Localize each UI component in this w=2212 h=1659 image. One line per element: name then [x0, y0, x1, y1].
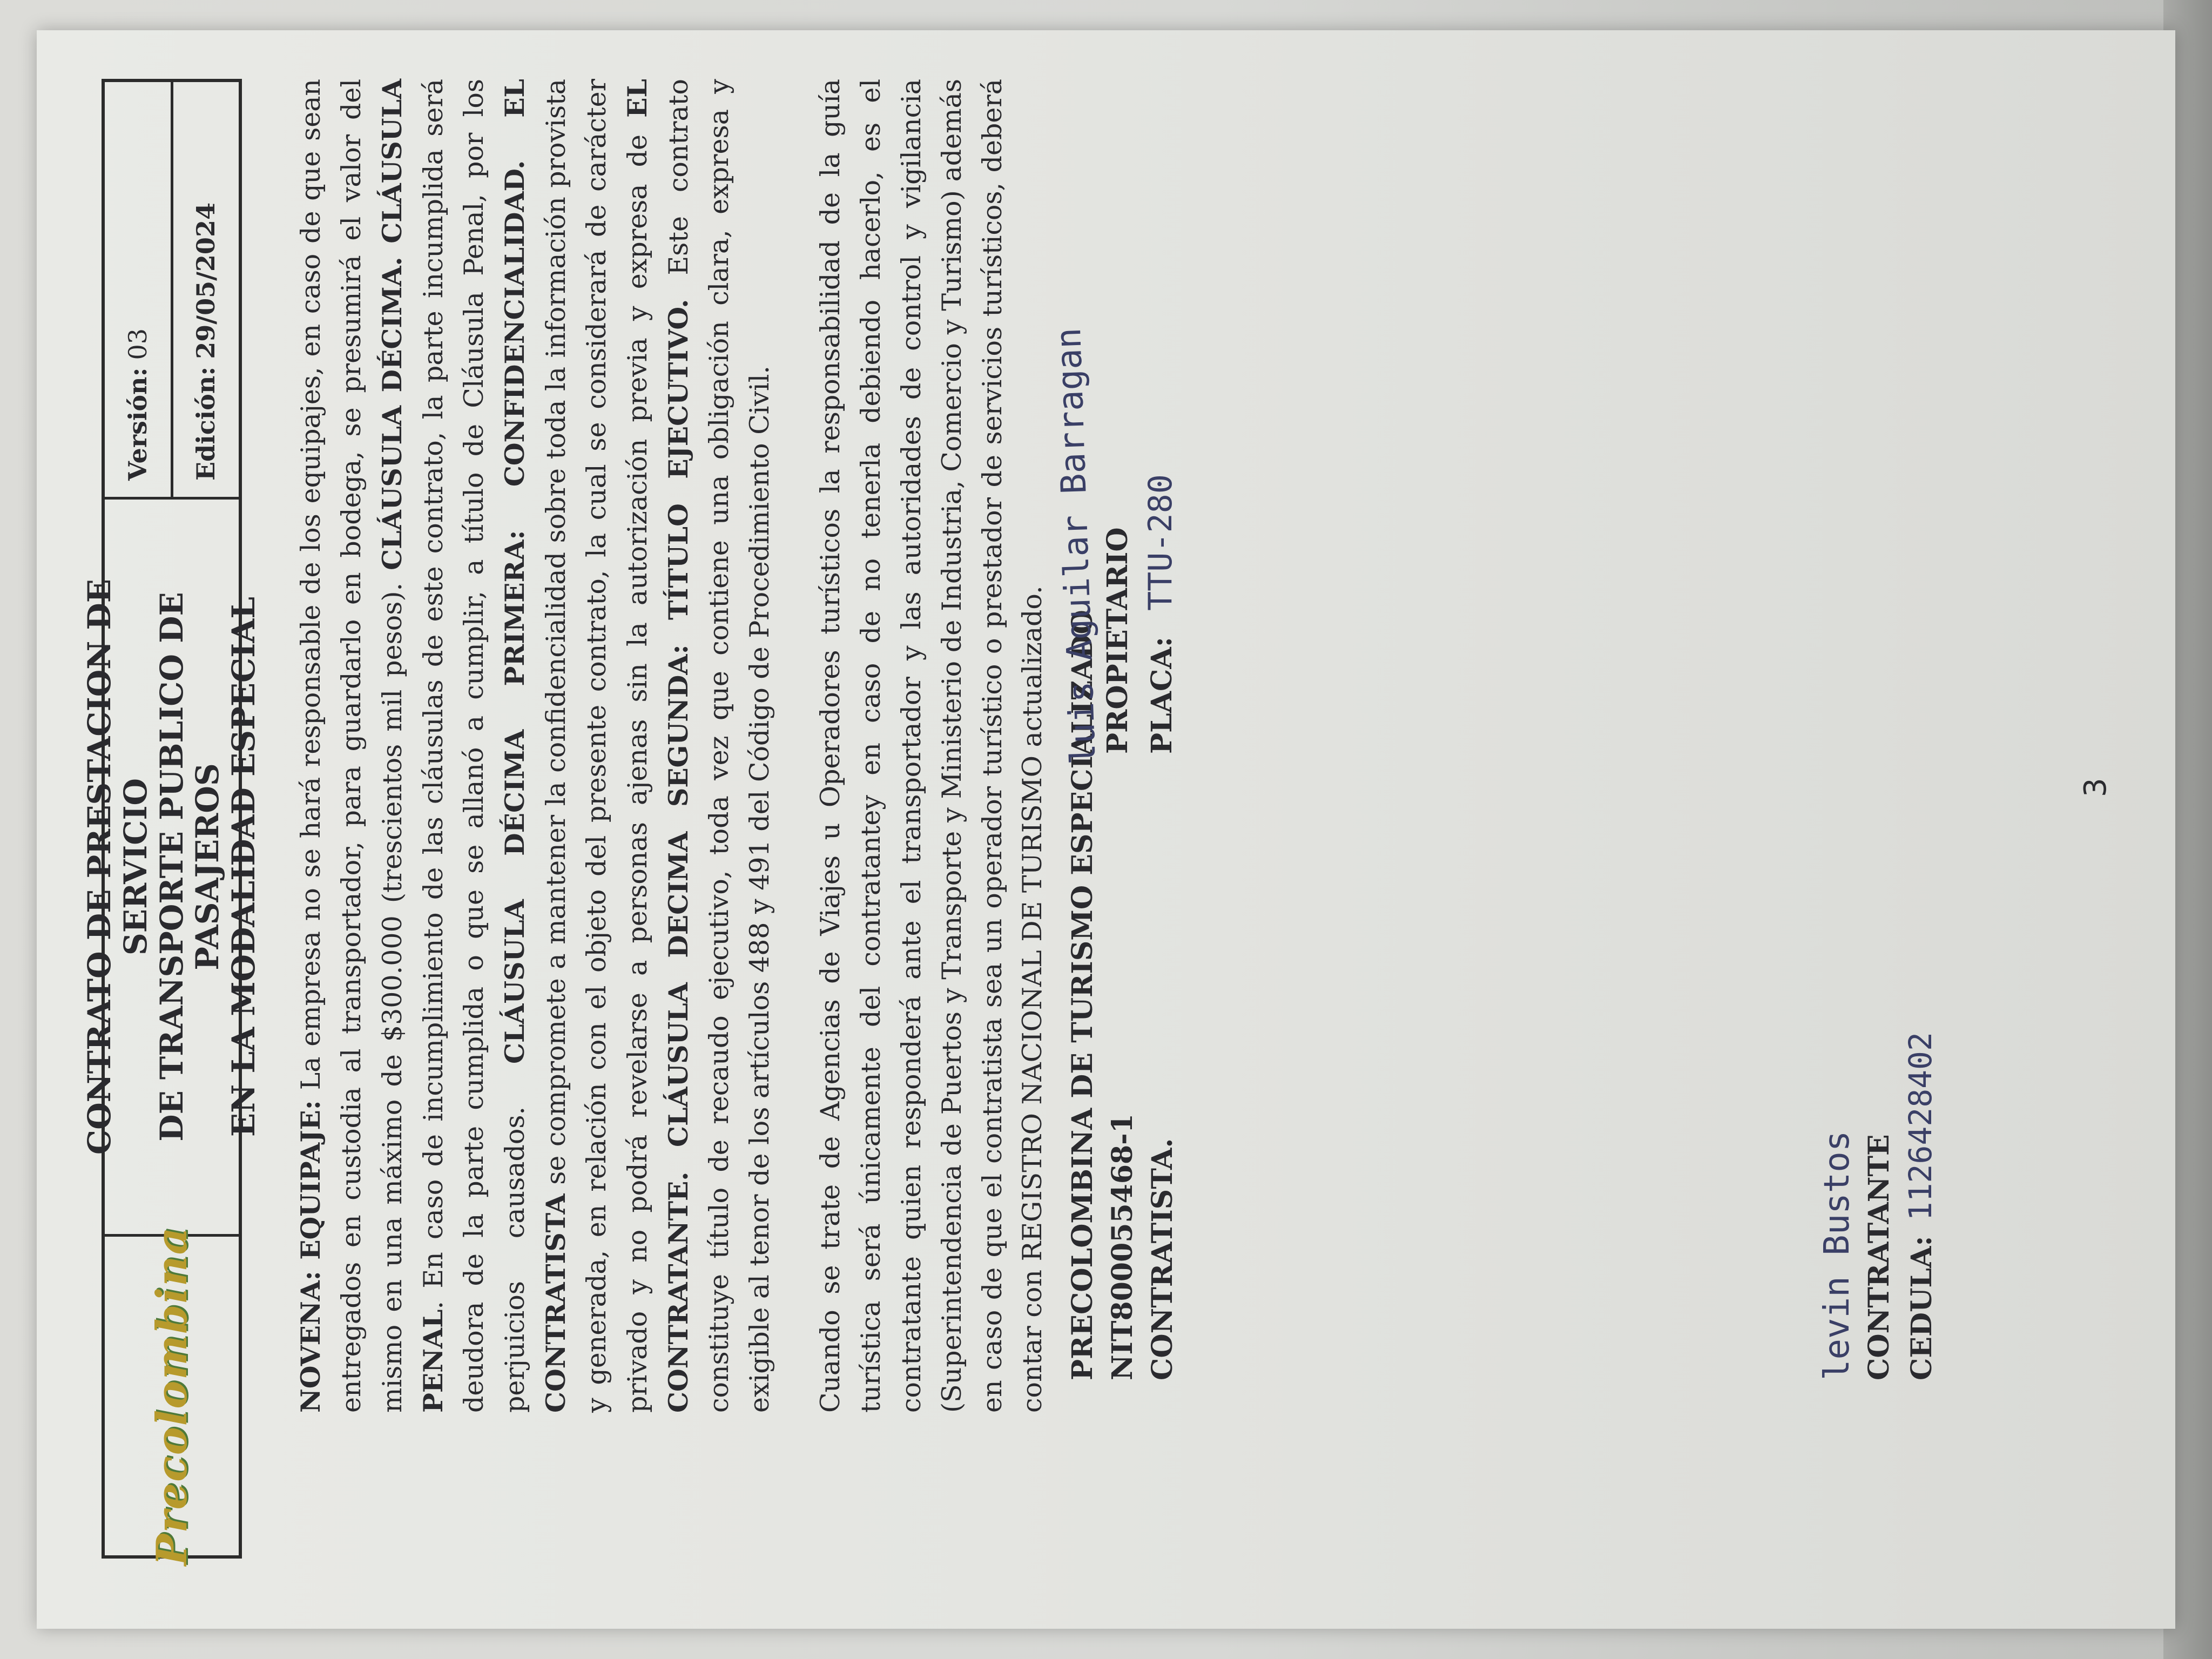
plate-label: PLACA: [1145, 637, 1178, 754]
client-role: CONTRATANTE [1862, 1134, 1896, 1380]
page-number: 3 [2078, 778, 2113, 797]
client-signature-block [1813, 1032, 1943, 1380]
edition-value: 29/05/2024 [191, 203, 221, 359]
version-box [105, 82, 239, 497]
clause-twelfth-text: Este contrato constituye título de recaudo ejecutivo, toda vez que contiene una obligación clara, expresa y exigible al tenor de los artículos 488 y 491 del Código de Procedimiento Civil. [663, 78, 775, 1413]
owner-role: PROPIETARIO [1101, 527, 1134, 754]
contratante-term: EL CONTRATANTE. [621, 79, 694, 1413]
cedula-label: CEDULA: [1905, 1236, 1939, 1380]
contract-body [291, 79, 1083, 1413]
clause-tenth-text: . En caso de incumplimiento de las cláusulas de este contrato, la parte incumplida será deudora de la parte cumplida o que se allanó a cumplir, a título de Cláusula Penal, por los perjuicios causados. [417, 79, 530, 1413]
title-line-1: CONTRATO DE PRESTACION DE SERVICIO [81, 579, 154, 1155]
edition-label: Edición: [191, 366, 221, 481]
title-line-2: DE TRANSPORTE PUBLICO DE PASAJEROS [153, 592, 226, 1142]
clauses-paragraph [291, 79, 780, 1413]
plate-handwritten-value: TTU-280 [1141, 474, 1179, 611]
edition-row [171, 82, 239, 497]
contract-page [37, 30, 2175, 1629]
cedula-row [1899, 1032, 1943, 1380]
company-nit: NIT800055468-1 [1105, 1114, 1139, 1380]
contratista-term: EL CONTRATISTA [498, 78, 571, 1413]
contractor-role: CONTRATISTA. [1145, 1138, 1179, 1380]
document-title [81, 497, 262, 1234]
owner-handwritten-name: luis Aguilar Barragan [1048, 327, 1104, 766]
version-label: Versión: [123, 367, 152, 481]
cedula-handwritten-value: 1126428402 [1902, 1032, 1939, 1221]
document-header [81, 79, 262, 1566]
logo-cell [105, 1226, 239, 1566]
clause-ninth-title: NOVENA: EQUIPAJE: [295, 1100, 326, 1413]
clause-eleventh-title: CLÁUSULA DÉCIMA PRIMERA: CONFIDENCIALIDAD. [498, 160, 530, 1064]
owner-signature-block [1048, 327, 1184, 766]
company-name: PRECOLOMBINA DE TURISMO ESPECIALIZADO [1066, 610, 1099, 1380]
clause-tenth-title: CLÁUSULA DÉCIMA. CLÁUSULA PENAL [376, 79, 449, 1413]
client-handwritten-name: levin Bustos [1817, 1130, 1857, 1380]
clause-eleventh-text: se compromete a mantener la confidencialidad sobre toda la información provista y generada, en relación con el objeto del presente contrato, la cual se considerará de carácter privado y no podrá revelarse a personas ajenas sin la autorización previa y expresa de [540, 79, 653, 1413]
tourism-paragraph: Cuando se trate de Agencias de Viajes u Operadores turísticos la responsabilidad de la guía turística será únicamente del contratantey en caso de no tenerla debiendo hacerlo, es el contratante quien responderá ante el transportador y las autoridades de control y vigilancia (Superintendencia de Puertos y Transporte y Ministerio de Industria, Comercio y Turismo) además en caso de que el contratista sea un operador turístico o prestador de servicios turísticos, deberá contar con REGISTRO NACIONAL DE TURISMO actualizado. [814, 79, 1048, 1413]
clause-twelfth-title: CLÁUSULA DECIMA SEGUNDA: TÍTULO EJECUTIVO. [662, 299, 694, 1172]
clause-eleventh-spacer [500, 118, 530, 160]
clause-ninth-text: La empresa no se hará responsable de los equipajes, en caso de que sean entregados en custodia al transportador, para guardarlo en bodega, se presumirá el valor del mismo en una máximo de $300.000 (trescientos mil pesos). [295, 79, 408, 1413]
company-logo: Precolombina [147, 1226, 197, 1566]
title-line-3: EN LA MODALIDAD ESPECIAL [225, 596, 262, 1137]
version-row [105, 82, 171, 497]
version-value: 03 [123, 328, 152, 360]
plate-row [1138, 328, 1184, 754]
